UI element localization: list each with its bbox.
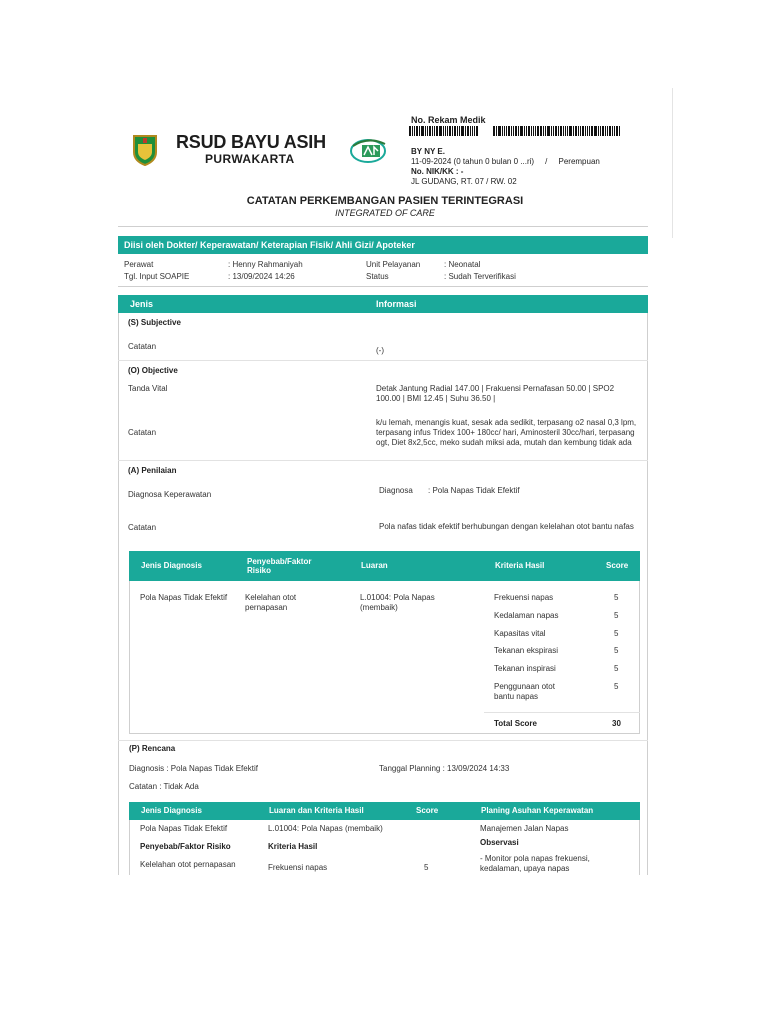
plan-kriteria-score: 5 — [424, 863, 429, 872]
plan-penyebab-label: Penyebab/Faktor Risiko — [140, 842, 231, 851]
inner-bottom-border — [129, 733, 640, 734]
criteria-name: Penggunaan otot bantu napas — [494, 682, 555, 701]
criteria-score: 5 — [614, 593, 619, 602]
plan-col-score: Score — [416, 806, 439, 815]
filled-by-divider — [118, 286, 648, 287]
plan-catatan: Catatan : Tidak Ada — [129, 782, 199, 791]
inner-col-kriteria: Kriteria Hasil — [495, 561, 545, 570]
header-divider — [118, 226, 648, 227]
plan-inner-header — [129, 802, 640, 820]
tgl-input-label: Tgl. Input SOAPIE — [124, 272, 190, 281]
plan-col-luaran: Luaran dan Kriteria Hasil — [269, 806, 364, 815]
criteria-name: Kedalaman napas — [494, 611, 559, 620]
total-score-label: Total Score — [494, 719, 537, 728]
inner-left-border — [129, 581, 130, 734]
unit-label: Unit Pelayanan — [366, 260, 421, 269]
total-divider — [484, 712, 640, 713]
plan-col-jenis: Jenis Diagnosis — [141, 806, 202, 815]
objective-catatan-label: Catatan — [128, 428, 157, 437]
plan-diagnosis: Diagnosis : Pola Napas Tidak Efektif — [129, 764, 258, 773]
plan-inner-left-border — [129, 820, 130, 875]
plan-planing-sub: Observasi — [480, 838, 519, 847]
table-left-border — [118, 313, 119, 875]
subjective-catatan-value: (-) — [376, 346, 384, 355]
accreditation-badge-icon — [347, 136, 389, 164]
plan-kriteria-label: Kriteria Hasil — [268, 842, 318, 851]
assessment-jenis-value: Pola Napas Tidak Efektif — [140, 593, 228, 602]
criteria-score: 5 — [614, 629, 619, 638]
plan-planing-title: Manajemen Jalan Napas — [480, 824, 569, 833]
filled-by-bar — [118, 236, 648, 254]
medical-record-label: No. Rekam Medik — [411, 115, 486, 125]
vital-value: Detak Jantung Radial 147.00 | Frakuensi Pernafasan 50.00 | SPO2 100.00 | BMI 12.45 | Suhu 36.50 | — [376, 384, 615, 403]
plan-heading: (P) Rencana — [129, 744, 176, 753]
col-informasi: Informasi — [376, 299, 417, 309]
hospital-logo-icon — [132, 134, 158, 166]
assessment-catatan-label: Catatan — [128, 523, 157, 532]
plan-luaran-value: L.01004: Pola Napas (membaik) — [268, 824, 383, 833]
row-divider — [118, 360, 648, 361]
unit-value: : Neonatal — [444, 260, 481, 269]
plan-tanggal: Tanggal Planning : 13/09/2024 14:33 — [379, 764, 510, 773]
criteria-score: 5 — [614, 646, 619, 655]
plan-kriteria-value: Frekuensi napas — [268, 863, 328, 872]
plan-planing-item: - Monitor pola napas frekuensi, kedalaman, upaya napas — [480, 854, 590, 873]
inner-col-luaran: Luaran — [361, 561, 388, 570]
assessment-inner-header — [129, 551, 640, 581]
objective-catatan-value: k/u lemah, menangis kuat, sesak ada sedikit, terpasang o2 nasal 0,3 lpm, terpasang infus Tridex 100+ 180cc/ hari, Aminosteril 30cc/hari, terpasang ogt, Diet 8x2,5cc, meko sudah miksi ada, mutah dan kembung tidak ada — [376, 418, 637, 447]
perawat-value: : Henny Rahmaniyah — [228, 260, 303, 269]
vital-label: Tanda Vital — [128, 384, 168, 393]
filled-by-title: Diisi oleh Dokter/ Keperawatan/ Keterapian Fisik/ Ahli Gizi/ Apoteker — [124, 240, 415, 250]
criteria-score: 5 — [614, 664, 619, 673]
table-right-border — [647, 313, 648, 875]
criteria-name: Tekanan ekspirasi — [494, 646, 559, 655]
patient-dob: 11-09-2024 (0 tahun 0 bulan 0 ...ri) / Perempuan — [411, 157, 600, 166]
patient-address: JL GUDANG, RT. 07 / RW. 02 — [411, 177, 517, 186]
criteria-name: Tekanan inspirasi — [494, 664, 556, 673]
plan-penyebab-value: Kelelahan otot pernapasan — [140, 860, 236, 869]
inner-col-score: Score — [606, 561, 629, 570]
plan-jenis-value: Pola Napas Tidak Efektif — [140, 824, 228, 833]
diagnosa-keperawatan-label: Diagnosa Keperawatan — [128, 490, 212, 499]
criteria-name: Frekuensi napas — [494, 593, 554, 602]
assessment-luaran-value: L.01004: Pola Napas (membaik) — [360, 593, 435, 612]
hospital-name: RSUD BAYU ASIH — [176, 132, 326, 152]
status-value: : Sudah Terverifikasi — [444, 272, 516, 281]
table-header — [118, 295, 648, 313]
col-jenis: Jenis — [130, 299, 154, 309]
total-score-value: 30 — [612, 719, 621, 728]
tgl-input-value: : 13/09/2024 14:26 — [228, 272, 295, 281]
objective-heading: (O) Objective — [128, 366, 178, 375]
patient-name: BY NY E. — [411, 147, 445, 156]
hospital-city: PURWAKARTA — [205, 152, 295, 166]
barcode-icon — [409, 126, 653, 136]
criteria-score: 5 — [614, 682, 619, 691]
inner-col-penyebab: Penyebab/Faktor Risiko — [247, 557, 312, 575]
document-title: CATATAN PERKEMBANGAN PASIEN TERINTEGRASI — [246, 195, 524, 207]
plan-col-planing: Planing Asuhan Keperawatan — [481, 806, 594, 815]
inner-col-jenis: Jenis Diagnosis — [141, 561, 202, 570]
subjective-heading: (S) Subjective — [128, 318, 181, 327]
perawat-label: Perawat — [124, 260, 154, 269]
document-subtitle: INTEGRATED OF CARE — [335, 208, 435, 218]
plan-inner-right-border — [639, 820, 640, 875]
page-edge-line — [672, 88, 673, 238]
assessment-penyebab-value: Kelelahan otot pernapasan — [245, 593, 297, 612]
row-divider — [118, 460, 648, 461]
subjective-catatan-label: Catatan — [128, 342, 157, 351]
criteria-name: Kapasitas vital — [494, 629, 546, 638]
diagnosa-value: : Pola Napas Tidak Efektif — [428, 486, 520, 495]
diagnosa-label: Diagnosa — [379, 486, 413, 495]
status-label: Status — [366, 272, 389, 281]
patient-nik: No. NIK/KK : - — [411, 167, 464, 176]
assessment-heading: (A) Penilaian — [128, 466, 177, 475]
row-divider — [118, 740, 648, 741]
assessment-catatan-value: Pola nafas tidak efektif berhubungan dengan kelelahan otot bantu nafas — [379, 522, 634, 531]
criteria-score: 5 — [614, 611, 619, 620]
